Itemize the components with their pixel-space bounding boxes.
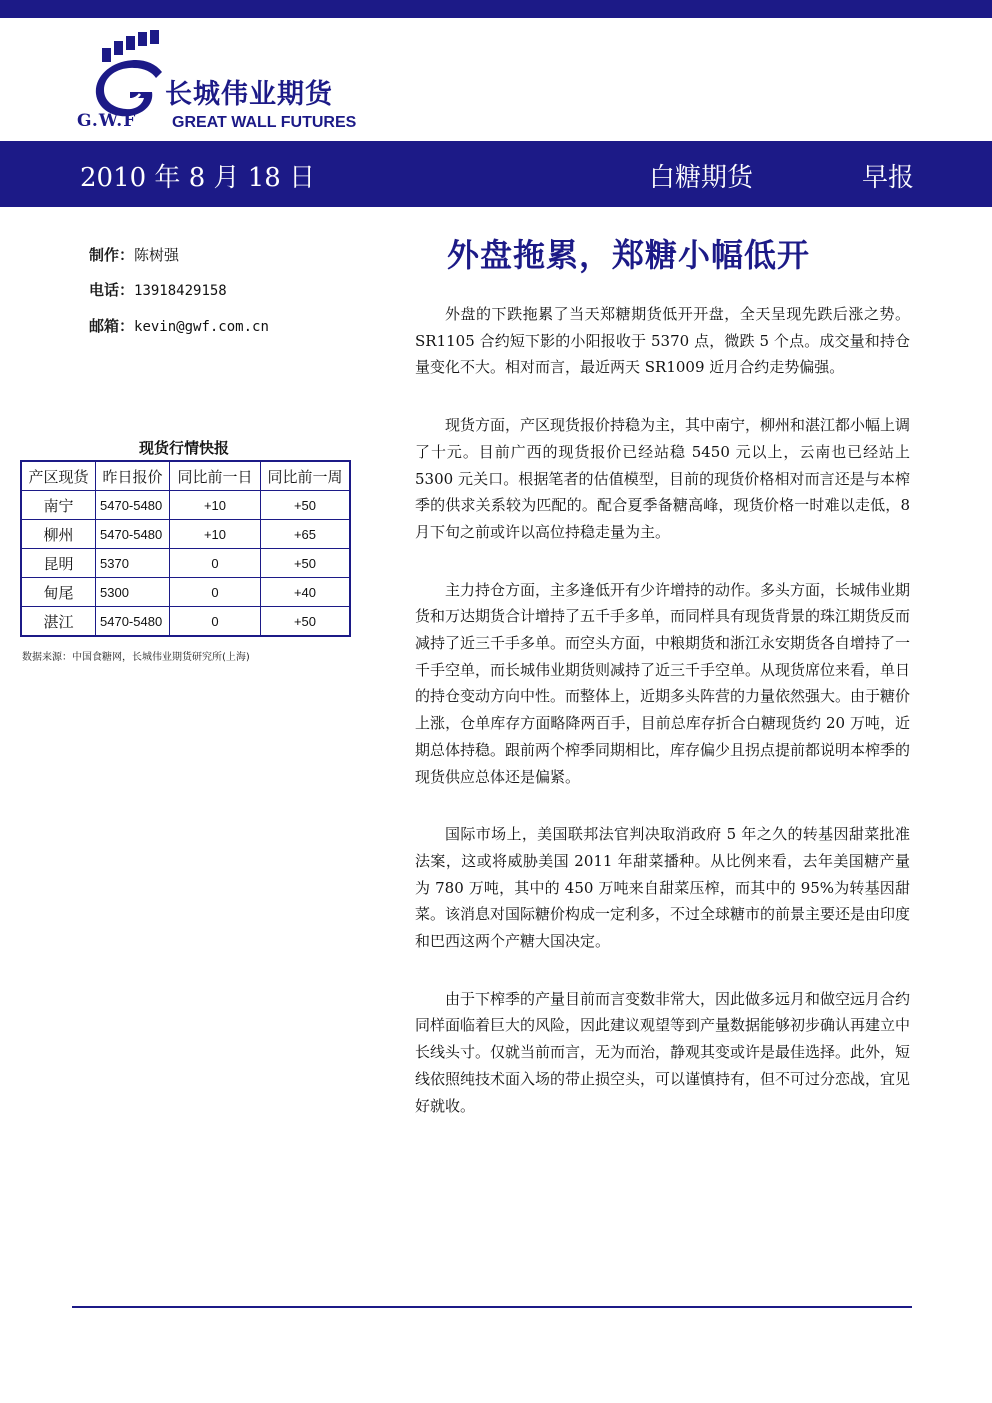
email-line — [89, 315, 269, 336]
week-change-cell: +40 — [261, 578, 351, 607]
table-row — [21, 549, 350, 578]
region-cell: 湛江 — [21, 607, 96, 637]
price-cell: 5470-5480 — [96, 491, 170, 520]
week-change-cell: +50 — [261, 549, 351, 578]
top-accent-bar — [0, 0, 992, 18]
week-change-cell: +50 — [261, 607, 351, 637]
table-header-row — [21, 461, 350, 491]
report-date: 2010 年 8 月 18 日 — [80, 163, 316, 193]
column-header: 同比前一周 — [261, 461, 351, 491]
day-change-cell: 0 — [170, 549, 261, 578]
week-change-cell: +65 — [261, 520, 351, 549]
article-paragraph: 国际市场上，美国联邦法官判决取消政府 5 年之久的转基因甜菜批准法案，这或将威胁美国 2011 年甜菜播种。从比例来看，去年美国糖产量为 780 万吨，其中的 450 万吨来自甜菜压榨，而其中的 95%为转基因甜菜。该消息对国际糖价构成一定利多，不过全球糖市的前景主要还是由印度和巴西这两个产糖大国决定。 — [415, 825, 911, 951]
day-change-cell: +10 — [170, 491, 261, 520]
article-headline: 外盘拖累，郑糖小幅低开 — [447, 236, 811, 274]
region-cell: 柳州 — [21, 520, 96, 549]
footer-divider — [72, 1306, 912, 1308]
week-change-cell: +50 — [261, 491, 351, 520]
day-change-cell: +10 — [170, 520, 261, 549]
article-paragraph: 主力持仓方面，主多逢低开有少许增持的动作。多头方面，长城伟业期货和万达期货合计增持了五千手多单，而同样具有现货背景的珠江期货反而减持了近三千手多单。而空头方面，中粮期货和浙江永安期货各自增持了一千手空单，而长城伟业期货则减持了近三千手空单。从现货席位来看，单日的持仓变动方向中性。而整体上，近期多头阵营的力量依然强大。由于糖价上涨，仓单库存方面略降两百手，目前总库存折合白糖现货约 20 万吨，近期总体持稳。跟前两个榨季同期相比，库存偏少且拐点提前都说明本榨季的现货供应总体还是偏紧。 — [415, 580, 911, 786]
data-source-note: 数据来源：中国食糖网，长城伟业期货研究所(上海) — [22, 652, 250, 663]
article-paragraph: 由于下榨季的产量目前而言变数非常大，因此做多远月和做空远月合约同样面临着巨大的风险，因此建议观望等到产量数据能够初步确认再建立中长线头寸。仅就当前而言，无为而治，静观其变或许是最佳选择。此外，短线依照纯技术面入场的带止损空头，可以谨慎持有，但不可过分恋战，宜见好就收。 — [415, 989, 911, 1115]
spot-price-table — [20, 460, 351, 637]
report-product: 白糖期货 — [649, 163, 754, 193]
phone-number: 13918429158 — [134, 283, 227, 299]
article-body — [415, 301, 910, 1150]
table-row — [21, 491, 350, 520]
author-name: 陈树强 — [134, 246, 180, 264]
article-paragraph: 现货方面，产区现货报价持稳为主，其中南宁，柳州和湛江都小幅上调了十元。目前广西的现货报价已经站稳 5450 元以上，云南也已经站上 5300 元关口。根据笔者的估值模型，目前的现货价格相对而言还是与本榨季的供求关系较为匹配的。配合夏季备糖高峰，现货价格一时难以走低，8 月下旬之前或许以高位持稳走量为主。 — [415, 416, 911, 541]
region-cell: 南宁 — [21, 491, 96, 520]
report-type: 早报 — [862, 163, 915, 193]
column-header: 同比前一日 — [170, 461, 261, 491]
price-cell: 5370 — [96, 549, 170, 578]
day-change-cell: 0 — [170, 578, 261, 607]
brand-name-en: GREAT WALL FUTURES — [172, 114, 357, 131]
price-cell: 5470-5480 — [96, 520, 170, 549]
price-cell: 5300 — [96, 578, 170, 607]
author-label: 制作： — [89, 246, 135, 264]
spot-table-title: 现货行情快报 — [138, 439, 229, 457]
table-row — [21, 578, 350, 607]
day-change-cell: 0 — [170, 607, 261, 637]
region-cell: 昆明 — [21, 549, 96, 578]
report-header-band — [0, 141, 992, 207]
email-address[interactable]: kevin@gwf.com.cn — [134, 319, 269, 335]
column-header: 昨日报价 — [96, 461, 170, 491]
email-label: 邮箱： — [89, 317, 135, 335]
article-paragraph: 外盘的下跌拖累了当天郑糖期货低开开盘，全天呈现先跌后涨之势。SR1105 合约短下影的小阳报收于 5370 点，微跌 5 个点。成交量和持仓量变化不大。相对而言，最近两天 SR1009 近月合约走势偏强。 — [415, 305, 910, 377]
region-cell: 甸尾 — [21, 578, 96, 607]
price-cell: 5470-5480 — [96, 607, 170, 637]
author-line — [89, 244, 179, 265]
table-row — [21, 520, 350, 549]
column-header: 产区现货 — [21, 461, 96, 491]
phone-label: 电话： — [89, 281, 135, 299]
phone-line — [89, 279, 227, 300]
table-row — [21, 607, 350, 637]
brand-name-cn: 长城伟业期货 — [165, 79, 333, 110]
brand-abbreviation: G.W.F — [77, 111, 137, 131]
